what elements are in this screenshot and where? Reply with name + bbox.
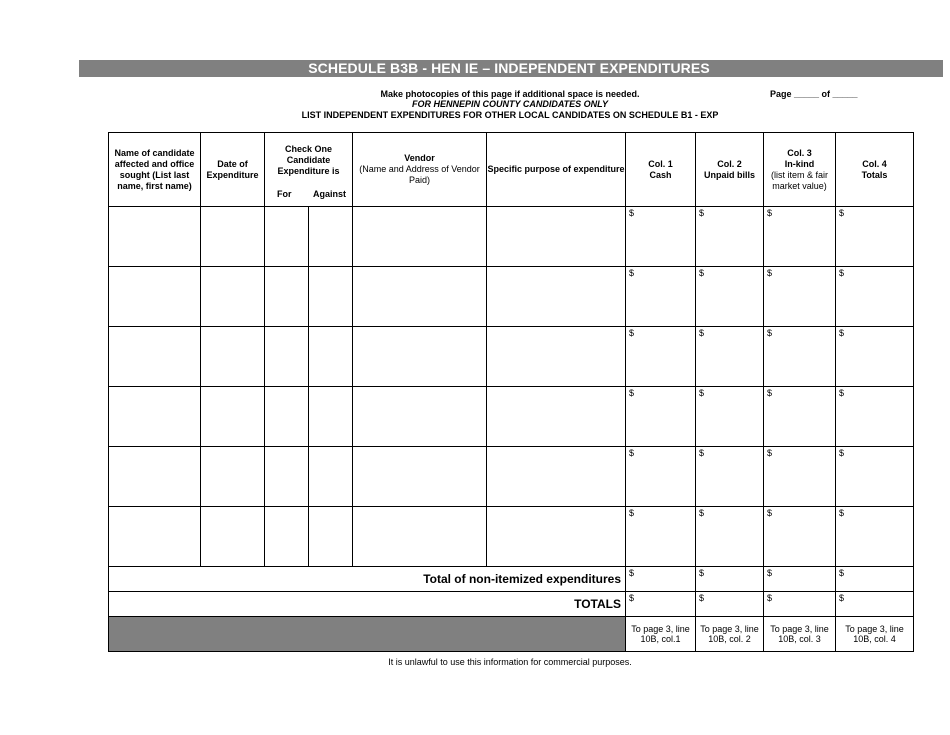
nonitemized-col3[interactable]: $: [764, 567, 836, 592]
cell-col3[interactable]: $: [764, 507, 836, 567]
page-number-field[interactable]: Page _____ of _____: [770, 89, 858, 99]
totals-col2[interactable]: $: [696, 592, 764, 617]
header-vendor: [353, 133, 487, 207]
footer-ref-col2: To page 3, line 10B, col. 2: [696, 617, 764, 652]
cell-col2[interactable]: $: [696, 327, 764, 387]
expenditure-table: [108, 132, 914, 652]
table-row: [109, 327, 914, 387]
legal-note: It is unlawful to use this information for commercial purposes.: [388, 657, 632, 667]
cell-candidate[interactable]: [109, 267, 201, 327]
header-col1: [626, 133, 696, 207]
cell-date[interactable]: [201, 267, 265, 327]
header-col3-sub: In-kind: [784, 158, 815, 169]
footer-ref-col1: To page 3, line 10B, col.1: [626, 617, 696, 652]
cell-col4[interactable]: $: [836, 327, 914, 387]
nonitemized-col4[interactable]: $: [836, 567, 914, 592]
totals-col4[interactable]: $: [836, 592, 914, 617]
totals-col3[interactable]: $: [764, 592, 836, 617]
cell-against[interactable]: [309, 267, 353, 327]
cell-purpose[interactable]: [487, 327, 626, 387]
nonitemized-col2[interactable]: $: [696, 567, 764, 592]
cell-purpose[interactable]: [487, 267, 626, 327]
header-vendor-sub: (Name and Address of Vendor Paid): [359, 164, 480, 185]
cell-purpose[interactable]: [487, 507, 626, 567]
table-row: [109, 267, 914, 327]
header-candidate: Name of candidate affected and office sought (List last name, first name): [109, 133, 201, 207]
table-row: [109, 447, 914, 507]
cell-vendor[interactable]: [353, 267, 487, 327]
cell-col3[interactable]: $: [764, 207, 836, 267]
schedule-title-bar: [79, 60, 943, 77]
cell-col4[interactable]: $: [836, 447, 914, 507]
cell-col4[interactable]: $: [836, 267, 914, 327]
header-vendor-title: Vendor: [404, 153, 435, 163]
cell-col3[interactable]: $: [764, 447, 836, 507]
header-date: Date of Expenditure: [201, 133, 265, 207]
footer-ref-col3: To page 3, line 10B, col. 3: [764, 617, 836, 652]
header-col4: [836, 133, 914, 207]
cell-col1[interactable]: $: [626, 507, 696, 567]
header-col1-title: Col. 1: [648, 158, 673, 169]
nonitemized-col1[interactable]: $: [626, 567, 696, 592]
header-check-title: Check One Candidate Expenditure is: [277, 144, 340, 176]
header-row: [109, 133, 914, 207]
table-row: [109, 207, 914, 267]
totals-label: TOTALS: [109, 592, 626, 617]
cell-vendor[interactable]: [353, 507, 487, 567]
cell-against[interactable]: [309, 327, 353, 387]
cell-col1[interactable]: $: [626, 207, 696, 267]
cell-col2[interactable]: $: [696, 507, 764, 567]
cell-for[interactable]: [265, 267, 309, 327]
cell-against[interactable]: [309, 507, 353, 567]
cell-vendor[interactable]: [353, 387, 487, 447]
cell-col2[interactable]: $: [696, 447, 764, 507]
cell-vendor[interactable]: [353, 447, 487, 507]
cell-for[interactable]: [265, 387, 309, 447]
header-check-against: Against: [312, 189, 346, 199]
item-rows: [109, 207, 914, 567]
cell-purpose[interactable]: [487, 387, 626, 447]
header-col3-title: Col. 3: [787, 147, 812, 158]
cell-col1[interactable]: $: [626, 267, 696, 327]
cell-date[interactable]: [201, 327, 265, 387]
header-col4-title: Col. 4: [862, 158, 887, 169]
header-col3: [764, 133, 836, 207]
cell-col2[interactable]: $: [696, 207, 764, 267]
header-col3-note: (list item & fair market value): [770, 169, 828, 191]
cell-vendor[interactable]: [353, 327, 487, 387]
header-col2: [696, 133, 764, 207]
header-col1-sub: Cash: [649, 169, 672, 180]
cell-col4[interactable]: $: [836, 207, 914, 267]
schedule-title: SCHEDULE B3B - HEN IE – INDEPENDENT EXPENDITURES: [308, 60, 710, 76]
totals-col1[interactable]: $: [626, 592, 696, 617]
cell-col4[interactable]: $: [836, 387, 914, 447]
cell-date[interactable]: [201, 447, 265, 507]
table-row: [109, 387, 914, 447]
cell-against[interactable]: [309, 387, 353, 447]
header-col4-sub: Totals: [861, 169, 888, 180]
cell-candidate[interactable]: [109, 507, 201, 567]
instruction-list: LIST INDEPENDENT EXPENDITURES FOR OTHER LOCAL CANDIDATES ON SCHEDULE B1 - EXP: [301, 110, 719, 120]
cell-col1[interactable]: $: [626, 387, 696, 447]
header-col2-title: Col. 2: [717, 158, 742, 169]
cell-purpose[interactable]: [487, 447, 626, 507]
cell-date[interactable]: [201, 207, 265, 267]
cell-candidate[interactable]: [109, 327, 201, 387]
cell-for[interactable]: [265, 327, 309, 387]
instruction-photocopy: Make photocopies of this page if additional space is needed.: [380, 89, 640, 99]
footer-ref-row: [109, 617, 914, 652]
nonitemized-label: Total of non-itemized expenditures: [109, 567, 626, 592]
cell-for[interactable]: [265, 507, 309, 567]
header-purpose: Specific purpose of expenditure: [487, 133, 626, 207]
cell-vendor[interactable]: [353, 207, 487, 267]
cell-col1[interactable]: $: [626, 327, 696, 387]
cell-col3[interactable]: $: [764, 267, 836, 327]
cell-purpose[interactable]: [487, 207, 626, 267]
cell-date[interactable]: [201, 387, 265, 447]
header-check-one: [265, 133, 353, 207]
instruction-hennepin: FOR HENNEPIN COUNTY CANDIDATES ONLY: [411, 99, 608, 109]
cell-col2[interactable]: $: [696, 387, 764, 447]
header-col2-sub: Unpaid bills: [703, 169, 755, 180]
cell-candidate[interactable]: [109, 447, 201, 507]
nonitemized-row: [109, 567, 914, 592]
cell-candidate[interactable]: [109, 207, 201, 267]
cell-col1[interactable]: $: [626, 447, 696, 507]
cell-for[interactable]: [265, 207, 309, 267]
cell-col4[interactable]: $: [836, 507, 914, 567]
header-check-for: For: [277, 189, 292, 199]
footer-ref-col4: To page 3, line 10B, col. 4: [836, 617, 914, 652]
cell-for[interactable]: [265, 447, 309, 507]
cell-against[interactable]: [309, 447, 353, 507]
cell-col3[interactable]: $: [764, 327, 836, 387]
cell-col2[interactable]: $: [696, 267, 764, 327]
cell-col3[interactable]: $: [764, 387, 836, 447]
cell-candidate[interactable]: [109, 387, 201, 447]
footer-shaded-area: [109, 617, 626, 652]
cell-date[interactable]: [201, 507, 265, 567]
cell-against[interactable]: [309, 207, 353, 267]
totals-row: [109, 592, 914, 617]
table-row: [109, 507, 914, 567]
